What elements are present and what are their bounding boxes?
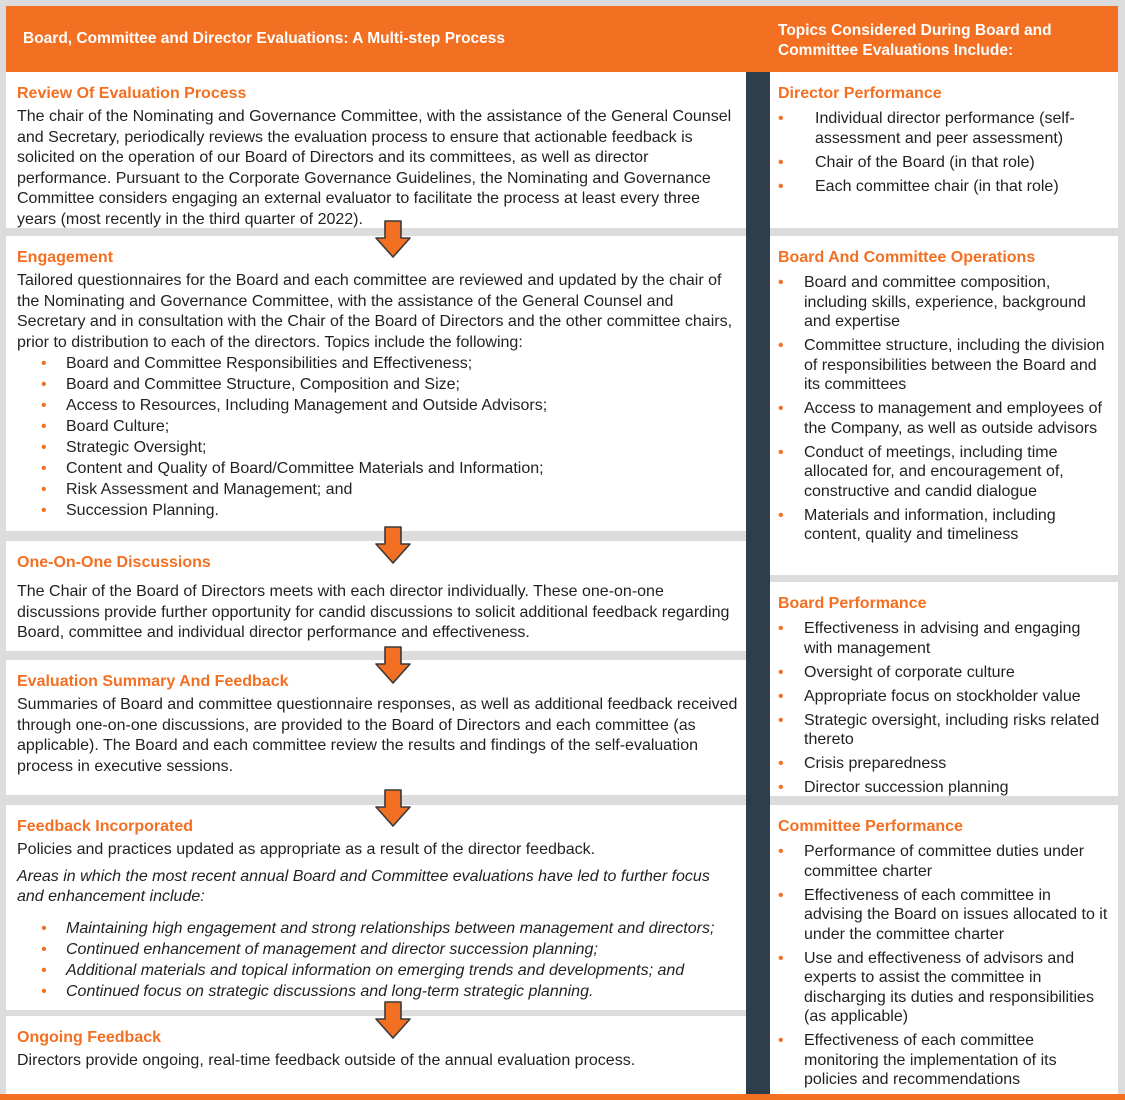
step-text: The chair of the Nominating and Governance Committee, with the assistance of the General Counsel and Secretary, periodically reviews the evaluation process to ensure that actionable feedback is solicited on the operation of our Board of Directors and its committees, as well as director performance. Pursuant to the Corporate Governance Guidelines, the Nominating and Governance Committee considers engaging an external evaluator to facilitate the process at least every three years (most recently in the third quarter of 2022). xyxy=(17,108,732,228)
step-text: The Chair of the Board of Directors meets with each director individually. These one-on-one discussions provide further opportunity for candid discussions to solicit additional feedback regarding Board, committee and individual director performance and effectiveness. xyxy=(17,583,730,641)
list-item: • Oversight of corporate culture xyxy=(778,663,1112,683)
list-item: • Effectiveness of each committee monitoring the implementation of its policies and recommendations xyxy=(778,1031,1112,1090)
list-item: • Maintaining high engagement and strong relationships between management and directors; xyxy=(17,918,738,939)
step-title: Ongoing Feedback xyxy=(17,1029,162,1046)
topic-list xyxy=(778,619,1112,798)
list-item: • Board and committee composition, including skills, experience, background and expertise xyxy=(778,273,1112,332)
list-item: • Strategic oversight, including risks related thereto xyxy=(778,711,1112,750)
list-item: • Individual director performance (self-assessment and peer assessment) xyxy=(778,109,1112,148)
step-text: Summaries of Board and committee questionnaire responses, as well as additional feedback received through one-on-one discussions, are provided to the Board of Directors and each committee (as applicable). The Board and each committee review the results and findings of the self-evaluation process in executive sessions. xyxy=(17,696,738,775)
down-arrow-icon xyxy=(375,646,411,684)
divider-bar xyxy=(746,72,770,1094)
step-italic-text: Areas in which the most recent annual Board and Committee evaluations have led to further focus and enhancement include: xyxy=(17,867,710,905)
list-item: • Access to management and employees of the Company, as well as outside advisors xyxy=(778,399,1112,438)
step-text: Directors provide ongoing, real-time feedback outside of the annual evaluation process. xyxy=(17,1052,636,1069)
down-arrow-icon xyxy=(375,526,411,564)
topic-list xyxy=(778,273,1112,545)
list-item: • Conduct of meetings, including time allocated for, and encouragement of, constructive and candid dialogue xyxy=(778,443,1112,502)
list-item: • Effectiveness of each committee in advising the Board on issues allocated to it under the committee charter xyxy=(778,886,1112,945)
topic-list xyxy=(778,109,1112,196)
topic-board-committee-operations xyxy=(770,236,1118,575)
step-review xyxy=(6,72,746,228)
bottom-accent-line xyxy=(0,1094,1125,1100)
topic-title: Committee Performance xyxy=(778,818,963,835)
topic-list xyxy=(778,842,1112,1090)
list-item: • Performance of committee duties under committee charter xyxy=(778,842,1112,881)
down-arrow-icon xyxy=(375,220,411,258)
list-item: • Crisis preparedness xyxy=(778,754,1112,774)
topic-committee-performance xyxy=(770,805,1118,1094)
list-item: • Board Culture; xyxy=(17,416,738,437)
topic-title: Director Performance xyxy=(778,85,942,102)
topic-board-performance xyxy=(770,582,1118,796)
topic-director-performance xyxy=(770,72,1118,228)
list-item: • Committee structure, including the division of responsibilities between the Board and its committees xyxy=(778,336,1112,395)
list-item: • Continued focus on strategic discussions and long-term strategic planning. xyxy=(17,981,738,1002)
engagement-topic-list xyxy=(17,353,738,521)
down-arrow-icon xyxy=(375,789,411,827)
list-item: • Board and Committee Responsibilities and Effectiveness; xyxy=(17,353,738,374)
list-item: • Board and Committee Structure, Composition and Size; xyxy=(17,374,738,395)
step-incorporated xyxy=(6,805,746,1010)
step-title: Engagement xyxy=(17,249,114,266)
topics-header xyxy=(770,6,1118,72)
list-item: • Continued enhancement of management and director succession planning; xyxy=(17,939,738,960)
list-item: • Chair of the Board (in that role) xyxy=(778,153,1112,173)
list-item: • Appropriate focus on stockholder value xyxy=(778,687,1112,707)
step-title: Evaluation Summary And Feedback xyxy=(17,673,289,690)
topic-title: Board And Committee Operations xyxy=(778,249,1036,266)
list-item: • Risk Assessment and Management; and xyxy=(17,479,738,500)
process-header-title: Board, Committee and Director Evaluations: A Multi-step Process xyxy=(23,30,506,47)
list-item: • Strategic Oversight; xyxy=(17,437,738,458)
list-item: • Use and effectiveness of advisors and experts to assist the committee in discharging its duties and responsibilities (as applicable) xyxy=(778,949,1112,1027)
topic-title: Board Performance xyxy=(778,595,927,612)
step-title: Review Of Evaluation Process xyxy=(17,85,247,102)
step-text: Policies and practices updated as appropriate as a result of the director feedback. xyxy=(17,841,596,858)
list-item: • Materials and information, including content, quality and timeliness xyxy=(778,506,1112,545)
list-item: • Access to Resources, Including Management and Outside Advisors; xyxy=(17,395,738,416)
step-engagement xyxy=(6,236,746,531)
step-text: Tailored questionnaires for the Board and each committee are reviewed and updated by the chair of the Nominating and Governance Committee, with the assistance of the General Counsel and Secretary and in consultation with the Chair of the Board of Directors and the other committee chairs, prior to distribution to each of the directors. Topics include the following: xyxy=(17,272,733,351)
topics-header-title: Topics Considered During Board and Committee Evaluations Include: xyxy=(778,22,1052,59)
list-item: • Content and Quality of Board/Committee Materials and Information; xyxy=(17,458,738,479)
list-item: • Additional materials and topical information on emerging trends and developments; and xyxy=(17,960,738,981)
list-item: • Succession Planning. xyxy=(17,500,738,521)
down-arrow-icon xyxy=(375,1001,411,1039)
step-title: Feedback Incorporated xyxy=(17,818,194,835)
list-item: • Director succession planning xyxy=(778,778,1112,798)
enhancement-list xyxy=(17,918,738,1002)
step-title: One-On-One Discussions xyxy=(17,554,211,571)
list-item: • Effectiveness in advising and engaging with management xyxy=(778,619,1112,658)
list-item: • Each committee chair (in that role) xyxy=(778,177,1112,197)
